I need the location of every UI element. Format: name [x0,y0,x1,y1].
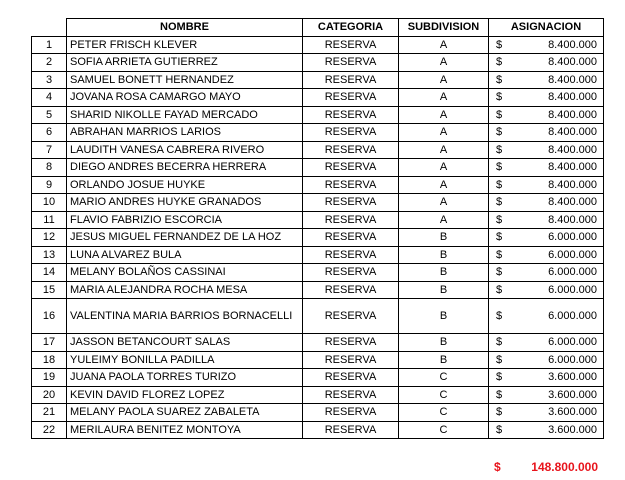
row-nombre: LUNA ALVAREZ BULA [67,246,303,264]
row-subdivision: A [399,71,489,89]
row-categoria: RESERVA [303,71,399,89]
currency-symbol: $ [496,178,503,191]
row-nombre: KEVIN DAVID FLOREZ LOPEZ [67,386,303,404]
grand-total [494,460,598,474]
row-asignacion [489,89,604,107]
currency-symbol: $ [496,283,503,296]
row-categoria: RESERVA [303,386,399,404]
row-categoria: RESERVA [303,229,399,247]
amount-value: 6.000.000 [548,248,597,261]
table-row [32,369,604,387]
currency-symbol: $ [496,161,503,174]
table-row [32,264,604,282]
row-subdivision: A [399,36,489,54]
row-nombre: LAUDITH VANESA CABRERA RIVERO [67,141,303,159]
table-row [32,106,604,124]
row-number: 2 [32,54,67,72]
row-number: 12 [32,229,67,247]
row-asignacion [489,386,604,404]
row-asignacion [489,421,604,439]
row-asignacion [489,106,604,124]
row-subdivision: A [399,194,489,212]
table-row [32,159,604,177]
total-value: 148.800.000 [531,460,598,474]
amount-value: 3.600.000 [548,423,597,436]
row-nombre: ORLANDO JOSUE HUYKE [67,176,303,194]
header-number [32,19,67,37]
row-subdivision: A [399,141,489,159]
row-nombre: ABRAHAN MARRIOS LARIOS [67,124,303,142]
row-asignacion [489,351,604,369]
row-number: 19 [32,369,67,387]
row-subdivision: A [399,124,489,142]
row-asignacion [489,404,604,422]
row-number: 14 [32,264,67,282]
row-number: 6 [32,124,67,142]
table-row [32,421,604,439]
row-categoria: RESERVA [303,124,399,142]
currency-symbol: $ [496,38,503,51]
row-subdivision: B [399,246,489,264]
amount-value: 6.000.000 [548,283,597,296]
row-number: 13 [32,246,67,264]
row-categoria: RESERVA [303,334,399,352]
amount-value: 3.600.000 [548,406,597,419]
total-currency-symbol: $ [494,460,501,474]
table-row [32,89,604,107]
row-asignacion [489,264,604,282]
currency-symbol: $ [496,108,503,121]
row-number: 9 [32,176,67,194]
row-subdivision: B [399,281,489,299]
table-row [32,141,604,159]
row-categoria: RESERVA [303,404,399,422]
amount-value: 3.600.000 [548,388,597,401]
currency-symbol: $ [496,310,503,322]
amount-value: 6.000.000 [548,336,597,349]
row-categoria: RESERVA [303,351,399,369]
row-categoria: RESERVA [303,159,399,177]
row-nombre: SAMUEL BONETT HERNANDEZ [67,71,303,89]
row-nombre: DIEGO ANDRES BECERRA HERRERA [67,159,303,177]
row-subdivision: A [399,211,489,229]
row-subdivision: B [399,229,489,247]
header-subdivision: SUBDIVISION [399,19,489,37]
row-number: 20 [32,386,67,404]
row-subdivision: C [399,421,489,439]
row-number: 10 [32,194,67,212]
row-nombre: YULEIMY BONILLA PADILLA [67,351,303,369]
row-subdivision: A [399,159,489,177]
row-subdivision: B [399,264,489,282]
currency-symbol: $ [496,423,503,436]
table-row [32,386,604,404]
currency-symbol: $ [496,371,503,384]
row-number: 5 [32,106,67,124]
row-categoria: RESERVA [303,299,399,334]
amount-value: 8.400.000 [548,196,597,209]
row-nombre: JESUS MIGUEL FERNANDEZ DE LA HOZ [67,229,303,247]
currency-symbol: $ [496,406,503,419]
amount-value: 8.400.000 [548,108,597,121]
currency-symbol: $ [496,266,503,279]
row-nombre: PETER FRISCH KLEVER [67,36,303,54]
table-row [32,71,604,89]
currency-symbol: $ [496,248,503,261]
row-number: 8 [32,159,67,177]
currency-symbol: $ [496,126,503,139]
row-number: 1 [32,36,67,54]
table-row [32,246,604,264]
row-nombre: JUANA PAOLA TORRES TURIZO [67,369,303,387]
row-categoria: RESERVA [303,264,399,282]
table-row [32,211,604,229]
row-nombre: SOFIA ARRIETA GUTIERREZ [67,54,303,72]
row-nombre: MERILAURA BENITEZ MONTOYA [67,421,303,439]
row-asignacion [489,124,604,142]
row-number: 17 [32,334,67,352]
row-categoria: RESERVA [303,369,399,387]
row-asignacion [489,369,604,387]
row-subdivision: B [399,334,489,352]
row-asignacion [489,334,604,352]
row-subdivision: A [399,89,489,107]
row-asignacion [489,71,604,89]
row-nombre: JOVANA ROSA CAMARGO MAYO [67,89,303,107]
row-number: 22 [32,421,67,439]
row-number: 15 [32,281,67,299]
amount-value: 6.000.000 [548,231,597,244]
row-nombre: MELANY BOLAÑOS CASSINAI [67,264,303,282]
table-row [32,229,604,247]
row-nombre: SHARID NIKOLLE FAYAD MERCADO [67,106,303,124]
table-body [32,36,604,439]
row-categoria: RESERVA [303,246,399,264]
row-number: 18 [32,351,67,369]
currency-symbol: $ [496,231,503,244]
row-categoria: RESERVA [303,194,399,212]
row-categoria: RESERVA [303,176,399,194]
row-categoria: RESERVA [303,89,399,107]
currency-symbol: $ [496,336,503,349]
table-row [32,351,604,369]
currency-symbol: $ [496,213,503,226]
row-number: 21 [32,404,67,422]
row-nombre: MARIO ANDRES HUYKE GRANADOS [67,194,303,212]
currency-symbol: $ [496,388,503,401]
row-categoria: RESERVA [303,141,399,159]
amount-value: 8.400.000 [548,143,597,156]
table-row [32,404,604,422]
row-asignacion [489,54,604,72]
row-number: 4 [32,89,67,107]
header-categoria: CATEGORIA [303,19,399,37]
row-categoria: RESERVA [303,54,399,72]
row-asignacion [489,299,604,334]
table-row [32,54,604,72]
row-subdivision: B [399,351,489,369]
table-row [32,176,604,194]
row-subdivision: A [399,54,489,72]
row-nombre: MARIA ALEJANDRA ROCHA MESA [67,281,303,299]
currency-symbol: $ [496,196,503,209]
row-nombre: JASSON BETANCOURT SALAS [67,334,303,352]
row-asignacion [489,246,604,264]
amount-value: 8.400.000 [548,161,597,174]
amount-value: 8.400.000 [548,91,597,104]
row-number: 11 [32,211,67,229]
amount-value: 8.400.000 [548,213,597,226]
header-row [32,19,604,37]
row-asignacion [489,211,604,229]
row-number: 16 [32,299,67,334]
amount-value: 8.400.000 [548,38,597,51]
header-nombre: NOMBRE [67,19,303,37]
row-categoria: RESERVA [303,281,399,299]
row-nombre: VALENTINA MARIA BARRIOS BORNACELLI [67,299,303,334]
table-row [32,194,604,212]
currency-symbol: $ [496,56,503,69]
row-subdivision: C [399,404,489,422]
row-categoria: RESERVA [303,106,399,124]
row-nombre: FLAVIO FABRIZIO ESCORCIA [67,211,303,229]
row-number: 3 [32,71,67,89]
row-subdivision: B [399,299,489,334]
row-asignacion [489,229,604,247]
row-asignacion [489,194,604,212]
row-categoria: RESERVA [303,421,399,439]
table-row [32,281,604,299]
row-asignacion [489,36,604,54]
row-asignacion [489,141,604,159]
table-row [32,334,604,352]
row-asignacion [489,159,604,177]
row-subdivision: A [399,176,489,194]
row-subdivision: C [399,386,489,404]
row-nombre: MELANY PAOLA SUAREZ ZABALETA [67,404,303,422]
row-subdivision: C [399,369,489,387]
currency-symbol: $ [496,91,503,104]
amount-value: 3.600.000 [548,371,597,384]
currency-symbol: $ [496,353,503,366]
amount-value: 8.400.000 [548,73,597,86]
amount-value: 8.400.000 [548,178,597,191]
amount-value: 8.400.000 [548,56,597,69]
assignment-table [31,18,604,439]
currency-symbol: $ [496,143,503,156]
currency-symbol: $ [496,73,503,86]
table-row [32,36,604,54]
header-asignacion: ASIGNACION [489,19,604,37]
row-categoria: RESERVA [303,36,399,54]
table-row [32,124,604,142]
row-categoria: RESERVA [303,211,399,229]
amount-value: 6.000.000 [548,310,597,322]
amount-value: 6.000.000 [548,353,597,366]
row-asignacion [489,176,604,194]
amount-value: 8.400.000 [548,126,597,139]
row-asignacion [489,281,604,299]
amount-value: 6.000.000 [548,266,597,279]
row-number: 7 [32,141,67,159]
row-subdivision: A [399,106,489,124]
table-row [32,299,604,334]
